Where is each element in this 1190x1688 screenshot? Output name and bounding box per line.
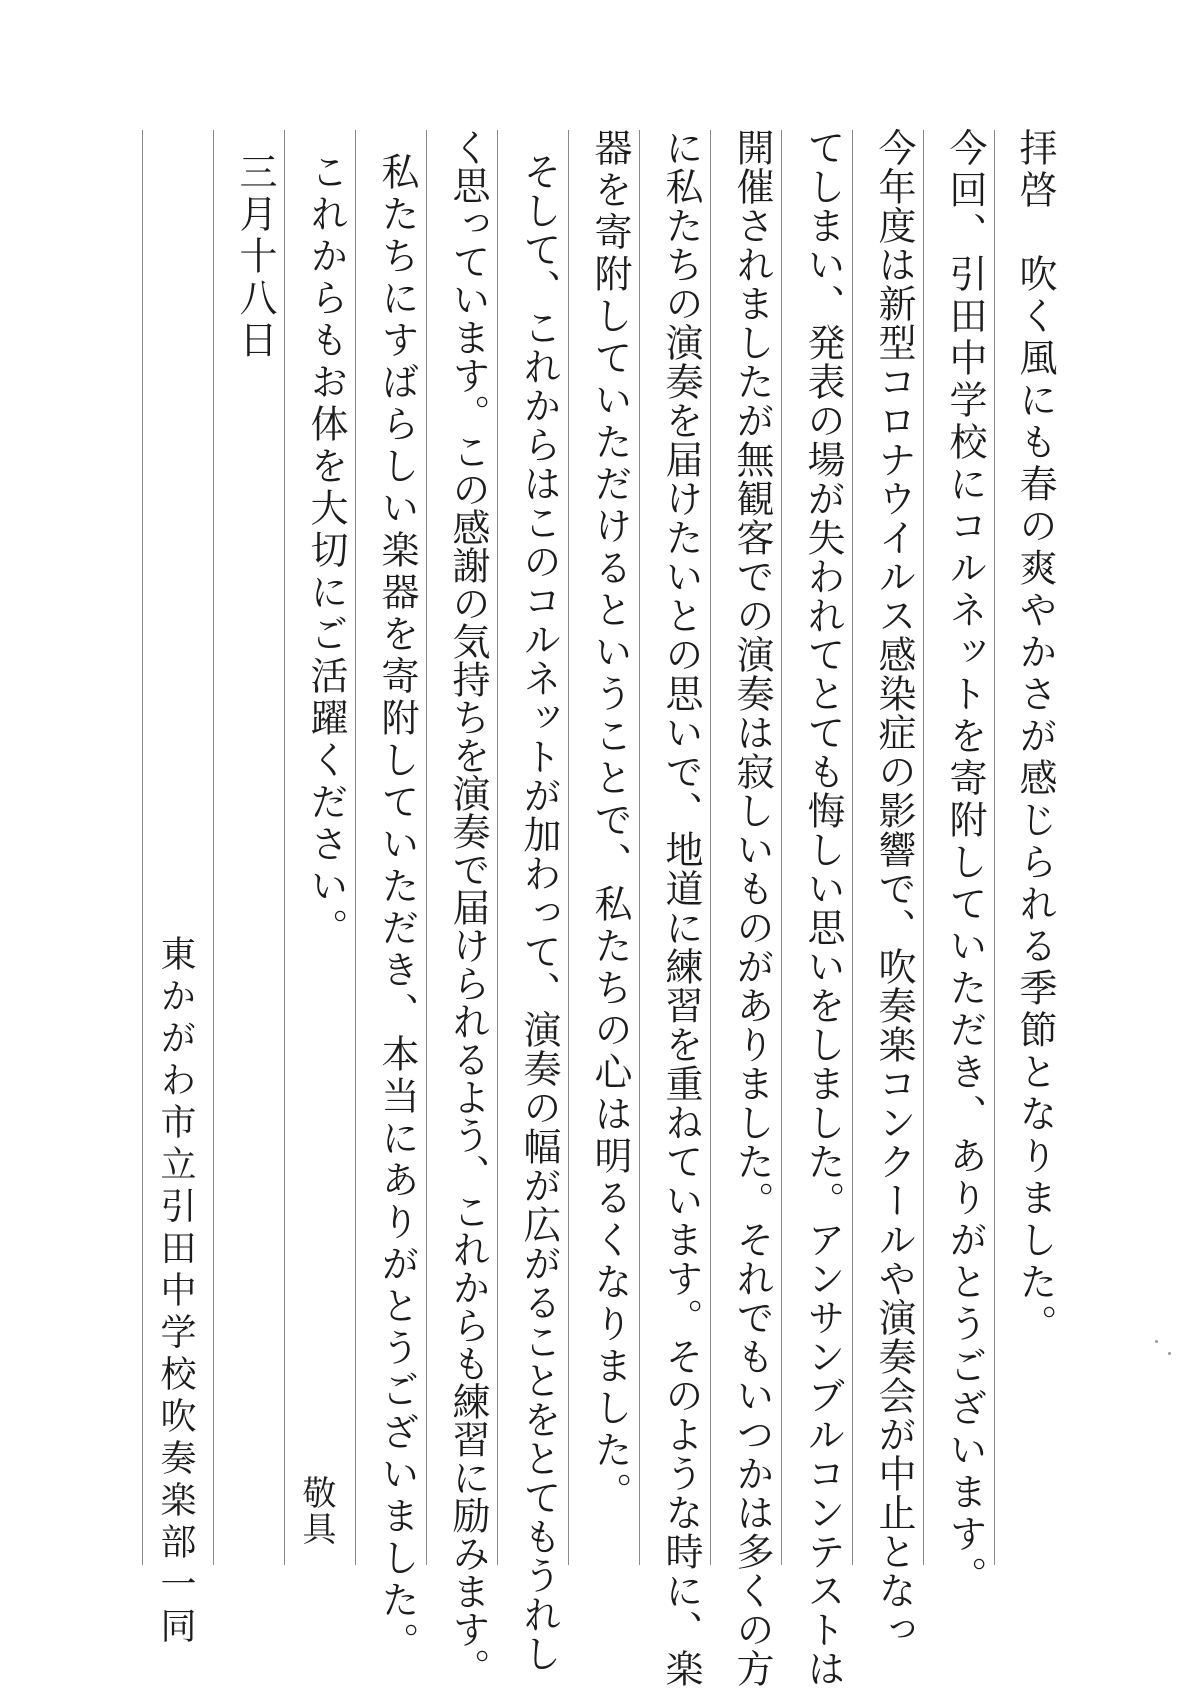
ruled-line	[213, 130, 214, 1565]
letter-line-greeting: 拝啓 吹く風にも春の爽やかさが感じられる季節となりました。	[1013, 128, 1057, 1346]
scan-speck	[1168, 1352, 1171, 1355]
letter-line: 今年度は新型コロナウイルス感染症の影響で、吹奏楽コンクールや演奏会が中止となっ	[872, 128, 916, 1649]
letter-line: 私たちにすばらしい楽器を寄附していただき、本当にありがとうございました。	[375, 152, 419, 1664]
letter-line: そして、これからはこのコルネットが加わって、演奏の幅が広がることをとてもうれし	[517, 152, 561, 1673]
letter-line: 今回、引田中学校にコルネットを寄附していただき、ありがとうございます。	[943, 128, 987, 1598]
letter-date: 三月十八日	[233, 152, 277, 362]
letter-line: く思っています。この感謝の気持ちを演奏で届けられるよう、これからも練習に励みます。	[446, 128, 490, 1686]
ruled-line	[142, 130, 143, 1565]
letter-line: てしまい、発表の場が失われてとても悔しい思いをしました。アンサンブルコンテストは	[801, 128, 845, 1688]
scan-speck	[1155, 1340, 1158, 1343]
letter-line: に私たちの演奏を届けたいとの思いで、地道に練習を重ねています。そのような時に、楽	[659, 128, 703, 1688]
letter-line: 器を寄附していただけるということで、私たちの心は明るくなりました。	[588, 128, 632, 1514]
letter-line: 開催されましたが無観客での演奏は寂しいものがありました。それでもいつかは多くの方	[730, 128, 774, 1688]
letter-closing: 敬具	[296, 1475, 336, 1547]
letter-line: これからもお体を大切にご活躍ください。	[304, 152, 348, 950]
letter-signature: 東かがわ市立引田中学校吹奏楽部一同	[155, 935, 196, 1649]
